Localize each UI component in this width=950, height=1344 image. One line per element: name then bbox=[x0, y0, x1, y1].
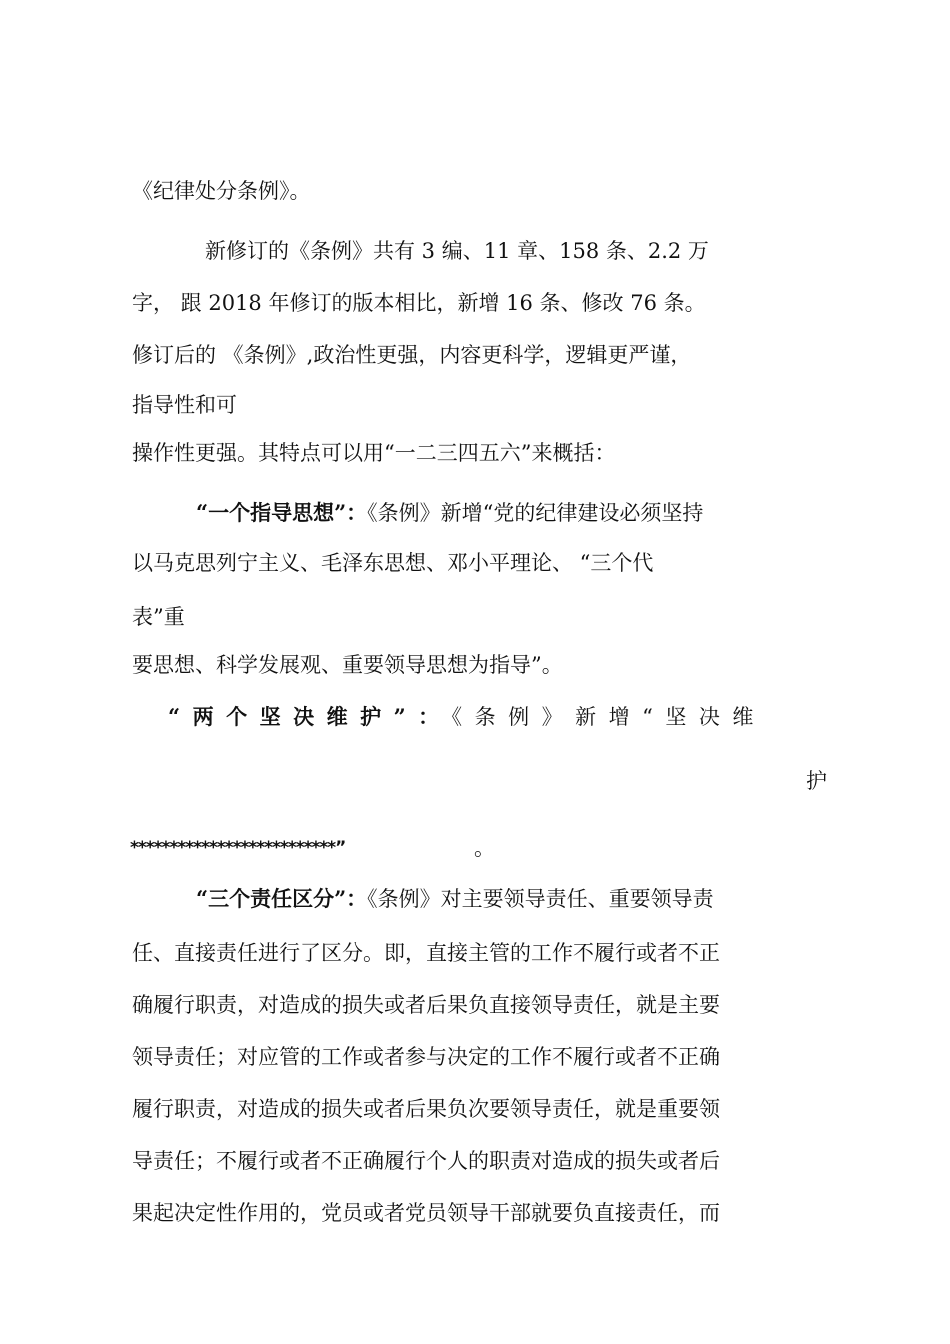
text-line: 《纪律处分条例》。 bbox=[132, 179, 311, 203]
text-run: 《条例》新增“党的纪律建设必须坚持 bbox=[367, 501, 704, 525]
bold-heading: “三个责任区分”： bbox=[196, 886, 368, 911]
text-line: 字， 跟 2018 年修订的版本相比，新增 16 条、修改 76 条。 bbox=[132, 291, 706, 315]
paragraph-heading-line bbox=[196, 884, 714, 914]
text-run: 《条例》对主要领导责任、重要领导责 bbox=[367, 887, 714, 911]
text-run: 。 bbox=[474, 836, 495, 860]
text-line: 指导性和可 bbox=[132, 393, 237, 417]
bold-heading: “两个坚决维护”： bbox=[168, 704, 452, 729]
paragraph-heading-line bbox=[168, 702, 766, 732]
bold-heading: “一个指导思想”： bbox=[196, 500, 368, 525]
text-line: 履行职责，对造成的损失或者后果负次要领导责任，就是重要领 bbox=[132, 1097, 720, 1121]
text-run: 《条例》新增“坚决维 bbox=[451, 705, 766, 729]
text-line: 护 bbox=[806, 769, 827, 793]
text-line: 修订后的 《条例》,政治性更强，内容更科学，逻辑更严谨， bbox=[132, 343, 692, 367]
text-line: 表”重 bbox=[132, 605, 185, 629]
text-line: 任、直接责任进行了区分。即，直接主管的工作不履行或者不正 bbox=[132, 941, 720, 965]
redacted-text: **************************” bbox=[130, 838, 346, 858]
text-line: 果起决定性作用的，党员或者党员领导干部就要负直接责任，而 bbox=[132, 1201, 720, 1225]
text-line: 以马克思列宁主义、毛泽东思想、邓小平理论、 “三个代 bbox=[132, 551, 654, 575]
text-line: 确履行职责，对造成的损失或者后果负直接领导责任，就是主要 bbox=[132, 993, 720, 1017]
text-line: 领导责任；对应管的工作或者参与决定的工作不履行或者不正确 bbox=[132, 1045, 720, 1069]
text-line: 导责任；不履行或者不正确履行个人的职责对造成的损失或者后 bbox=[132, 1149, 720, 1173]
text-line: 要思想、科学发展观、重要领导思想为指导”。 bbox=[132, 653, 563, 677]
text-line: 操作性更强。其特点可以用“一二三四五六”来概括： bbox=[132, 441, 616, 465]
paragraph-heading-line bbox=[196, 498, 703, 528]
text-line: 新修订的《条例》共有 3 编、11 章、158 条、2.2 万 bbox=[205, 239, 709, 263]
